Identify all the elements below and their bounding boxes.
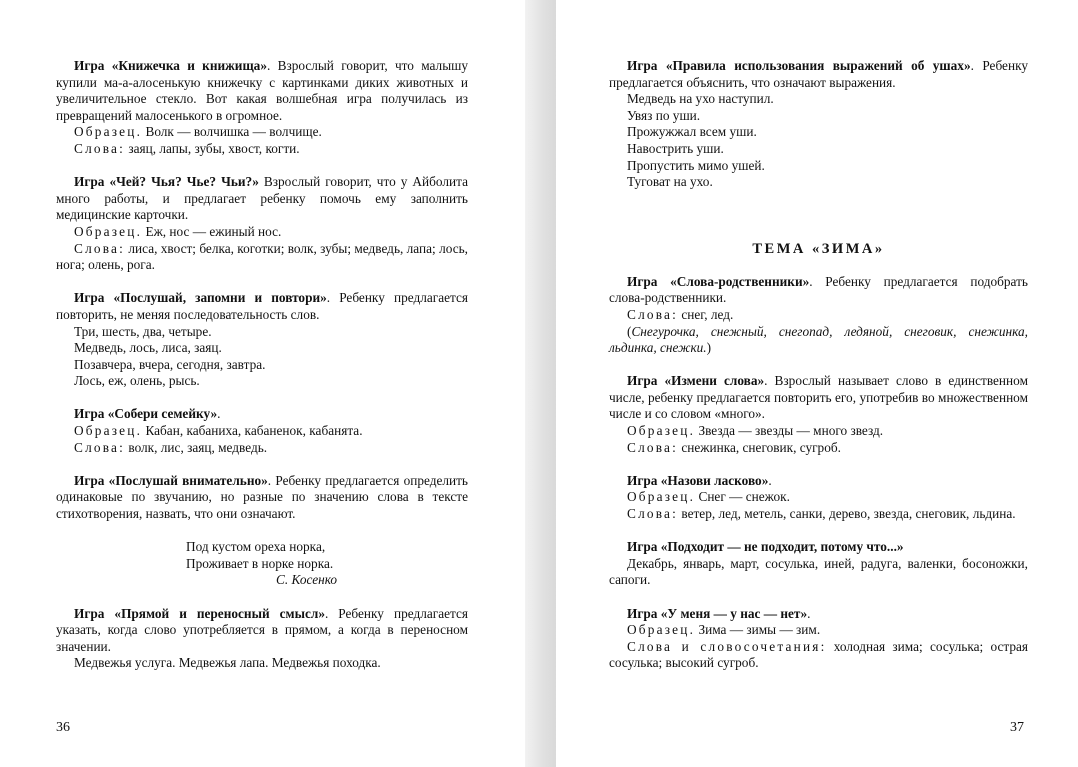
- left-page-content: [56, 58, 468, 672]
- poem-author: С. Косенко: [276, 572, 338, 588]
- poem-line: Проживает в норке норка.: [186, 555, 334, 571]
- words-line: Слова: снежинка, снеговик, сугроб.: [627, 439, 841, 455]
- game-title: Игра «Назови ласково»: [627, 472, 769, 488]
- words-line: Слова: снег, лед.: [627, 306, 734, 322]
- list-item: Медведь, лось, лиса, заяц.: [74, 340, 222, 356]
- sample-line: Образец. Еж, нос — ежиный нос.: [74, 223, 282, 239]
- game-paragraph: Игра «Послушай внимательно». Ребенку предлагается определить одинаковые по звучанию, но разные по значению слова в тексте стихотворения, назвать, что они означают.: [56, 472, 468, 522]
- game-paragraph: Игра «Правила использования выражений об ушах». Ребенку предлагается объяснить, что означают выражения.: [609, 58, 1028, 90]
- game-paragraph: Игра «Собери семейку».: [74, 406, 221, 422]
- list-item: Лось, еж, олень, рысь.: [74, 373, 200, 389]
- game-paragraph: Игра «Чей? Чья? Чье? Чьи?» Взрослый говорит, что у Айболита много работы, и предлагает ребенку помочь ему заполнить медицинские карточки.: [56, 174, 469, 223]
- right-page: [556, 0, 1078, 767]
- list-item: Прожужжал всем уши.: [627, 124, 757, 140]
- sample-line: Образец. Зима — зимы — зим.: [627, 622, 821, 638]
- sample-line: Образец. Снег — снежок.: [627, 489, 790, 505]
- words-line: Слова и словосочетания: холодная зима; сосулька; острая сосулька; высокий сугроб.: [609, 638, 1029, 671]
- game-title: Игра «Подходит — не подходит, потому что...»: [627, 539, 904, 555]
- game-paragraph: Игра «Слова-родственники». Ребенку предлагается подобрать слова-родственники.: [609, 273, 1028, 306]
- game-paragraph: Игра «Прямой и переносный смысл». Ребенку предлагается указать, когда слово употребляется в прямом, а когда в переносном значении.: [56, 605, 468, 654]
- poem: [186, 539, 468, 589]
- game-paragraph: Игра «Книжечка и книжища». Взрослый говорит, что малышу купили ма-а-алосенькую книжечку с картинками диких животных и увеличительное стекло. Вот какая волшебная игра получилась из превращений малосенького в огромное.: [56, 58, 469, 123]
- sample-line: Образец. Волк — волчишка — волчище.: [74, 124, 322, 140]
- list-item: Увяз по уши.: [627, 107, 701, 123]
- game-title: Игра «Собери семейку»: [74, 406, 218, 422]
- sample-line: Образец. Звезда — звезды — много звезд.: [627, 423, 884, 439]
- example-line: Декабрь, январь, март, сосулька, иней, радуга, валенки, босоножки, сапоги.: [609, 555, 1028, 588]
- game-title: Игра «Измени слова»: [627, 373, 765, 389]
- list-item: Позавчера, вчера, сегодня, завтра.: [74, 356, 266, 372]
- game-title: Игра «Послушай, запомни и повтори»: [74, 290, 327, 306]
- game-title: Игра «Прямой и переносный смысл»: [74, 605, 325, 621]
- list-item: Три, шесть, два, четыре.: [74, 323, 212, 339]
- list-item: Медведь на ухо наступил.: [627, 91, 774, 107]
- poem-line: Под кустом ореха норка,: [186, 539, 326, 555]
- game-title: Игра «Книжечка и книжища»: [74, 58, 267, 73]
- words-line: Слова: волк, лис, заяц, медведь.: [74, 439, 268, 455]
- game-paragraph: Игра «Назови ласково».: [627, 472, 772, 488]
- game-paragraph: [609, 539, 1028, 556]
- game-title: Игра «Правила использования выражений об ушах»: [627, 58, 971, 73]
- game-paragraph: Игра «У меня — у нас — нет».: [627, 605, 811, 621]
- list-item: Туговат на ухо.: [627, 174, 713, 190]
- words-line: Слова: ветер, лед, метель, санки, дерево, звезда, снеговик, льдина.: [627, 506, 1016, 522]
- book-gutter: [525, 0, 556, 767]
- words-examples: (Снегурочка, снежный, снегопад, ледяной, снеговик, снежинка, льдинка, снежки.): [609, 323, 1028, 356]
- words-line: Слова: лиса, хвост; белка, коготки; волк, зубы; медведь, лапа; лось, нога; олень, рога.: [56, 240, 468, 273]
- game-title: Игра «Чей? Чья? Чье? Чьи?»: [74, 174, 259, 190]
- page-number: 37: [1010, 720, 1024, 735]
- example-line: Медвежья услуга. Медвежья лапа. Медвежья походка.: [74, 655, 381, 671]
- list-item: Пропустить мимо ушей.: [627, 157, 765, 173]
- page-number: 36: [56, 720, 70, 735]
- section-heading: ТЕМА «ЗИМА»: [752, 240, 885, 257]
- list-item: Навострить уши.: [627, 140, 724, 156]
- game-title: Игра «Послушай внимательно»: [74, 472, 268, 488]
- words-line: Слова: заяц, лапы, зубы, хвост, когти.: [74, 140, 300, 156]
- right-page-content: [609, 58, 1028, 672]
- game-paragraph: Игра «Послушай, запомни и повтори». Ребенку предлагается повторить, не меняя последовательность слов.: [56, 290, 468, 322]
- game-title: Игра «У меня — у нас — нет»: [627, 605, 808, 621]
- game-title: Игра «Слова-родственники»: [627, 273, 810, 289]
- game-paragraph: Игра «Измени слова». Взрослый называет слово в единственном числе, ребенку предлагается повторить его, употребив во множественном числе и со словом «много».: [609, 373, 1028, 422]
- sample-line: Образец. Кабан, кабаниха, кабаненок, кабанята.: [74, 423, 363, 439]
- left-page: [0, 0, 525, 767]
